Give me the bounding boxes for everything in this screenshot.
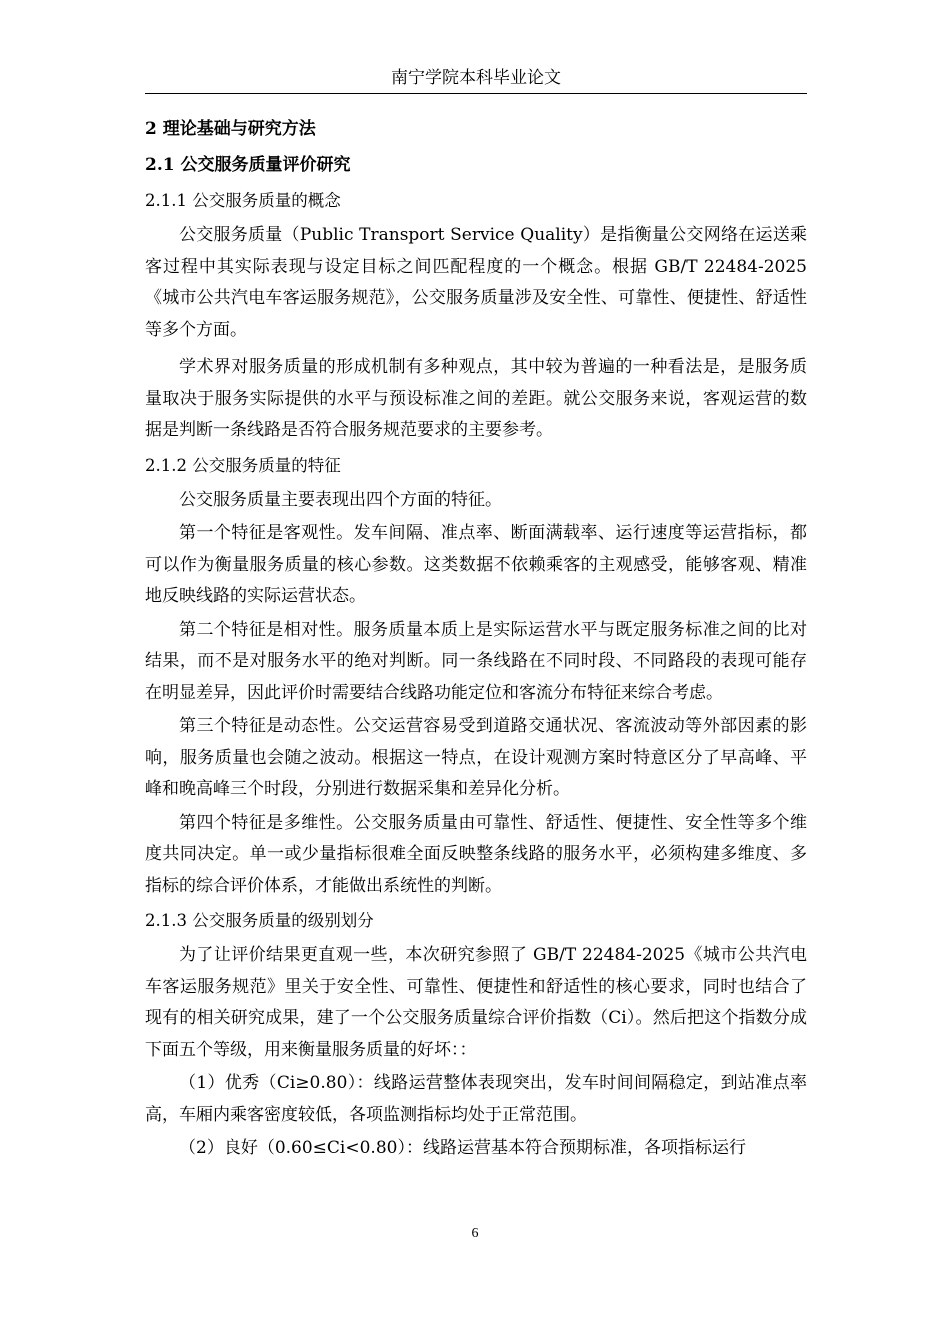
paragraph: 公交服务质量（Public Transport Service Quality）是指衡量公交网络在运送乘客过程中其实际表现与设定目标之间匹配程度的一个概念。根据 GB/T 22484-2025《城市公共汽电车客运服务规范》，公交服务质量涉及安全性、可靠性、便捷性、舒适性等多个方面。	[145, 225, 807, 340]
subsection-heading-levels: 2.1.3 公交服务质量的级别划分	[145, 911, 374, 930]
subsection-heading-concept: 2.1.1 公交服务质量的概念	[145, 191, 341, 210]
paragraph: 第一个特征是客观性。发车间隔、准点率、断面满载率、运行速度等运营指标，都可以作为衡量服务质量的核心参数。这类数据不依赖乘客的主观感受，能够客观、精准地反映线路的实际运营状态。	[145, 523, 807, 606]
list-item-level: （1）优秀（Ci≥0.80）：线路运营整体表现突出，发车时间间隔稳定，到站准点率高，车厢内乘客密度较低，各项监测指标均处于正常范围。	[145, 1073, 807, 1125]
chapter-heading: 2 理论基础与研究方法	[145, 119, 316, 139]
paragraph: 学术界对服务质量的形成机制有多种观点，其中较为普遍的一种看法是，是服务质量取决于服务实际提供的水平与预设标准之间的差距。就公交服务来说，客观运营的数据是判断一条线路是否符合服务规范要求的主要参考。	[145, 357, 807, 440]
paragraph: 公交服务质量主要表现出四个方面的特征。	[179, 489, 502, 510]
subsection-heading-features: 2.1.2 公交服务质量的特征	[145, 455, 341, 475]
document-body	[145, 116, 807, 1167]
page-header: 南宁学院本科毕业论文	[391, 68, 561, 88]
paragraph: 第四个特征是多维性。公交服务质量由可靠性、舒适性、便捷性、安全性等多个维度共同决定。单一或少量指标很难全面反映整条线路的服务水平，必须构建多维度、多指标的综合评价体系，才能做出系统性的判断。	[145, 812, 807, 896]
section-heading: 2.1 公交服务质量评价研究	[145, 155, 351, 175]
paragraph: 第二个特征是相对性。服务质量本质上是实际运营水平与既定服务标准之间的比对结果，而不是对服务水平的绝对判断。同一条线路在不同时段、不同路段的表现可能存在明显差异，因此评价时需要结合线路功能定位和客流分布特征来综合考虑。	[145, 619, 807, 703]
page-number: 6	[471, 1226, 479, 1241]
paragraph: 为了让评价结果更直观一些，本次研究参照了 GB/T 22484-2025《城市公共汽电车客运服务规范》里关于安全性、可靠性、便捷性和舒适性的核心要求，同时也结合了现有的相关研究成果，建了一个公交服务质量综合评价指数（Ci）。然后把这个指数分成下面五个等级，用来衡量服务质量的好坏：：	[145, 945, 807, 1060]
header-divider	[145, 93, 807, 94]
paragraph: 第三个特征是动态性。公交运营容易受到道路交通状况、客流波动等外部因素的影响，服务质量也会随之波动。根据这一特点，在设计观测方案时特意区分了早高峰、平峰和晚高峰三个时段，分别进行数据采集和差异化分析。	[145, 716, 807, 799]
list-item-level: （2）良好（0.60≤Ci<0.80）：线路运营基本符合预期标准，各项指标运行	[179, 1138, 746, 1158]
